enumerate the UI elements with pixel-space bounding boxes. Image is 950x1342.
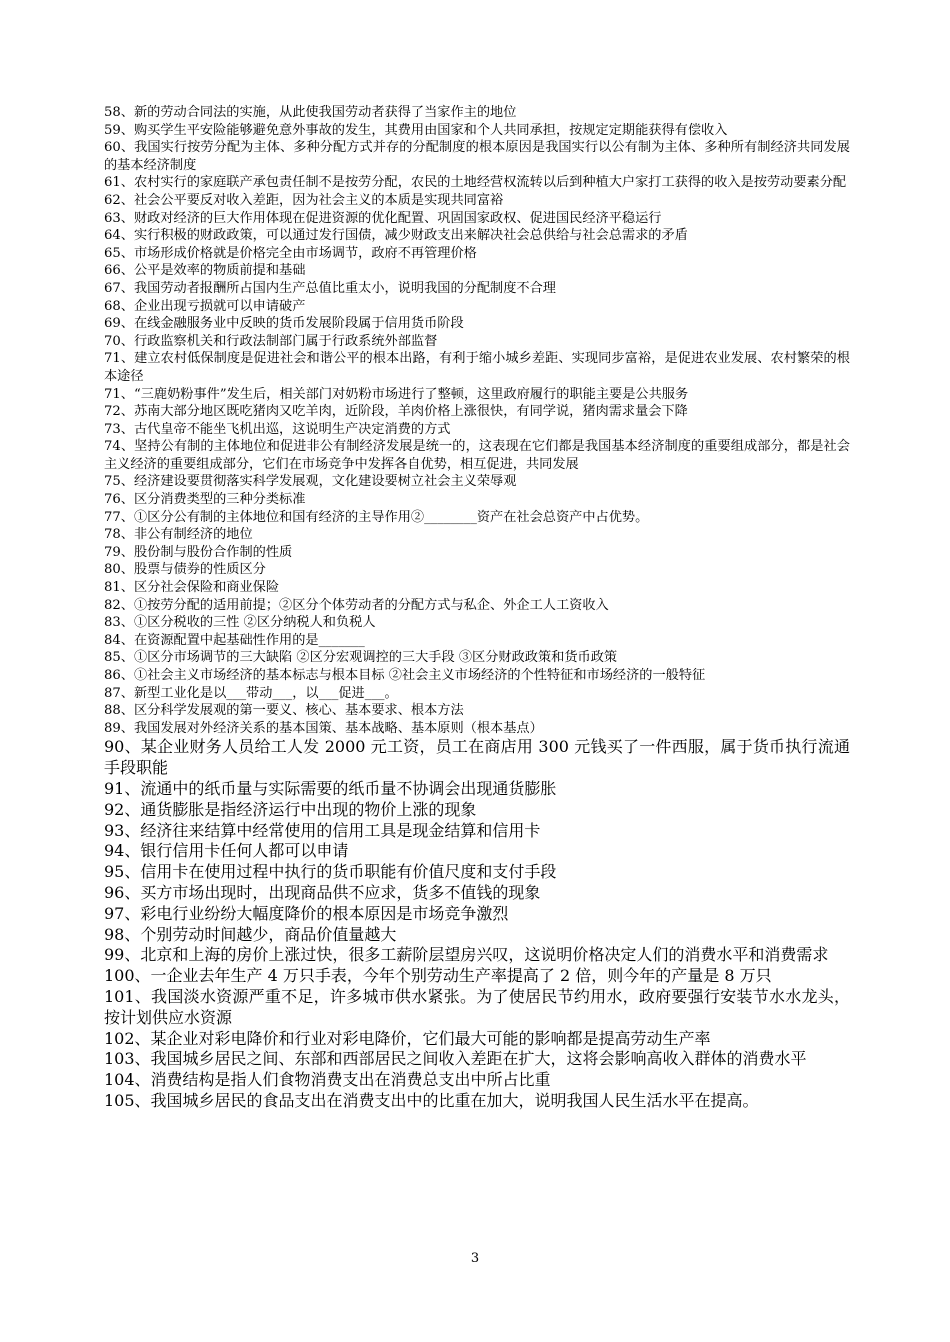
statement-item: 79、股份制与股份合作制的性质 xyxy=(104,544,293,560)
page-number: 3 xyxy=(470,1251,480,1266)
statement-item: 104、消费结构是指人们食物消费支出在消费总支出中所占比重 xyxy=(104,1070,551,1090)
document-page xyxy=(104,104,850,1112)
statement-item: 71、建立农村低保制度是促进社会和谐公平的根本出路，有利于缩小城乡差距、实现同步富裕，是促进农业发展、农村繁荣的根本途径 xyxy=(104,351,850,384)
statement-item: 88、区分科学发展观的第一要义、核心、基本要求、根本方法 xyxy=(104,703,464,719)
statement-item: 71、“三鹿奶粉事件”发生后，相关部门对奶粉市场进行了整顿，这里政府履行的职能主要是公共服务 xyxy=(104,386,689,402)
statement-item: 81、区分社会保险和商业保险 xyxy=(104,580,280,596)
statement-item: 101、我国淡水资源严重不足，许多城市供水紧张。为了使居民节约用水，政府要强行安装节水水龙头，按计划供应水资源 xyxy=(104,986,850,1027)
statement-item: 85、①区分市场调节的三大缺陷 ②区分宏观调控的三大手段 ③区分财政政策和货币政策 xyxy=(104,650,618,666)
statement-item: 65、市场形成价格就是价格完全由市场调节，政府不再管理价格 xyxy=(104,245,477,261)
statement-item: 76、区分消费类型的三种分类标准 xyxy=(104,492,306,508)
statement-item: 69、在线金融服务业中反映的货币发展阶段属于信用货币阶段 xyxy=(104,316,464,332)
statement-item: 63、财政对经济的巨大作用体现在促进资源的优化配置、巩固国家政权、促进国民经济平稳运行 xyxy=(104,210,662,226)
statement-item: 93、经济往来结算中经常使用的信用工具是现金结算和信用卡 xyxy=(104,820,541,840)
statement-item: 97、彩电行业纷纷大幅度降价的根本原因是市场竞争激烈 xyxy=(104,903,509,923)
statement-item: 87、新型工业化是以___带动___，以___促进___。 xyxy=(104,685,398,701)
statement-item: 61、农村实行的家庭联产承包责任制不是按劳分配，农民的土地经营权流转以后到种植大户家打工获得的收入是按劳动要素分配 xyxy=(104,175,847,191)
statement-item: 82、①按劳分配的适用前提；②区分个体劳动者的分配方式与私企、外企工人工资收入 xyxy=(104,597,609,613)
statement-item: 60、我国实行按劳分配为主体、多种分配方式并存的分配制度的根本原因是我国实行以公有制为主体、多种所有制经济共同发展的基本经济制度 xyxy=(104,140,850,173)
statement-item: 103、我国城乡居民之间、东部和西部居民之间收入差距在扩大，这将会影响高收入群体的消费水平 xyxy=(104,1049,807,1069)
statement-item: 72、苏南大部分地区既吃猪肉又吃羊肉，近阶段，羊肉价格上涨很快，有同学说，猪肉需求量会下降 xyxy=(104,404,688,420)
statement-item: 67、我国劳动者报酬所占国内生产总值比重太小，说明我国的分配制度不合理 xyxy=(104,280,556,296)
statement-item: 78、非公有制经济的地位 xyxy=(104,527,253,543)
statement-item: 95、信用卡在使用过程中执行的货币职能有价值尺度和支付手段 xyxy=(104,862,557,882)
statement-item: 84、在资源配置中起基础性作用的是_______ xyxy=(104,632,365,648)
statement-item: 74、坚持公有制的主体地位和促进非公有制经济发展是统一的，这表现在它们都是我国基本经济制度的重要组成部分，都是社会主义经济的重要组成部分，它们在市场竞争中发挥各自优势，相互促进，共同发展 xyxy=(104,439,850,472)
statement-item: 58、新的劳动合同法的实施，从此使我国劳动者获得了当家作主的地位 xyxy=(104,105,517,120)
statement-item: 90、某企业财务人员给工人发 2000 元工资，员工在商店用 300 元钱买了一件西服，属于货币执行流通手段职能 xyxy=(104,737,850,778)
statement-item: 98、个别劳动时间越少，商品价值量越大 xyxy=(104,924,397,944)
statement-item: 68、企业出现亏损就可以申请破产 xyxy=(104,298,306,314)
statement-item: 66、公平是效率的物质前提和基础 xyxy=(104,263,306,279)
statement-item: 99、北京和上海的房价上涨过快，很多工薪阶层望房兴叹，这说明价格决定人们的消费水平和消费需求 xyxy=(104,945,829,965)
statement-item: 62、社会公平要反对收入差距，因为社会主义的本质是实现共同富裕 xyxy=(104,192,504,208)
statement-item: 80、股票与债券的性质区分 xyxy=(104,562,266,578)
statement-item: 86、①社会主义市场经济的基本标志与根本目标 ②社会主义市场经济的个性特征和市场经济的一般特征 xyxy=(104,668,706,683)
statement-item: 105、我国城乡居民的食品支出在消费支出中的比重在加大，说明我国人民生活水平在提高。 xyxy=(104,1090,759,1110)
statement-item: 83、①区分税收的三性 ②区分纳税人和负税人 xyxy=(104,615,376,631)
statement-item: 59、购买学生平安险能够避免意外事故的发生，其费用由国家和个人共同承担，按规定定期能获得有偿收入 xyxy=(104,122,728,138)
statement-item: 73、古代皇帝不能坐飞机出巡，这说明生产决定消费的方式 xyxy=(104,421,451,437)
statement-item: 64、实行积极的财政政策，可以通过发行国债，减少财政支出来解决社会总供给与社会总需求的矛盾 xyxy=(104,228,688,244)
statement-item: 100、一企业去年生产 4 万只手表，今年个别劳动生产率提高了 2 倍，则今年的产量是 8 万只 xyxy=(104,966,772,986)
statement-item: 92、通货膨胀是指经济运行中出现的物价上涨的现象 xyxy=(104,799,477,819)
statement-list-large xyxy=(104,737,850,1111)
statement-item: 70、行政监察机关和行政法制部门属于行政系统外部监督 xyxy=(104,333,438,349)
statement-item: 89、我国发展对外经济关系的基本国策、基本战略、基本原则（根本基点） xyxy=(104,720,543,736)
statement-item: 96、买方市场出现时，出现商品供不应求，货多不值钱的现象 xyxy=(104,882,541,902)
statement-item: 102、某企业对彩电降价和行业对彩电降价，它们最大可能的影响都是提高劳动生产率 xyxy=(104,1028,711,1048)
statement-item: 91、流通中的纸币量与实际需要的纸币量不协调会出现通货膨胀 xyxy=(104,778,557,798)
statement-list-small xyxy=(104,104,850,737)
statement-item: 77、①区分公有制的主体地位和国有经济的主导作用②________资产在社会总资产中占优势。 xyxy=(104,509,649,525)
statement-item: 75、经济建设要贯彻落实科学发展观，文化建设要树立社会主义荣辱观 xyxy=(104,474,517,490)
statement-item: 94、银行信用卡任何人都可以申请 xyxy=(104,841,349,861)
